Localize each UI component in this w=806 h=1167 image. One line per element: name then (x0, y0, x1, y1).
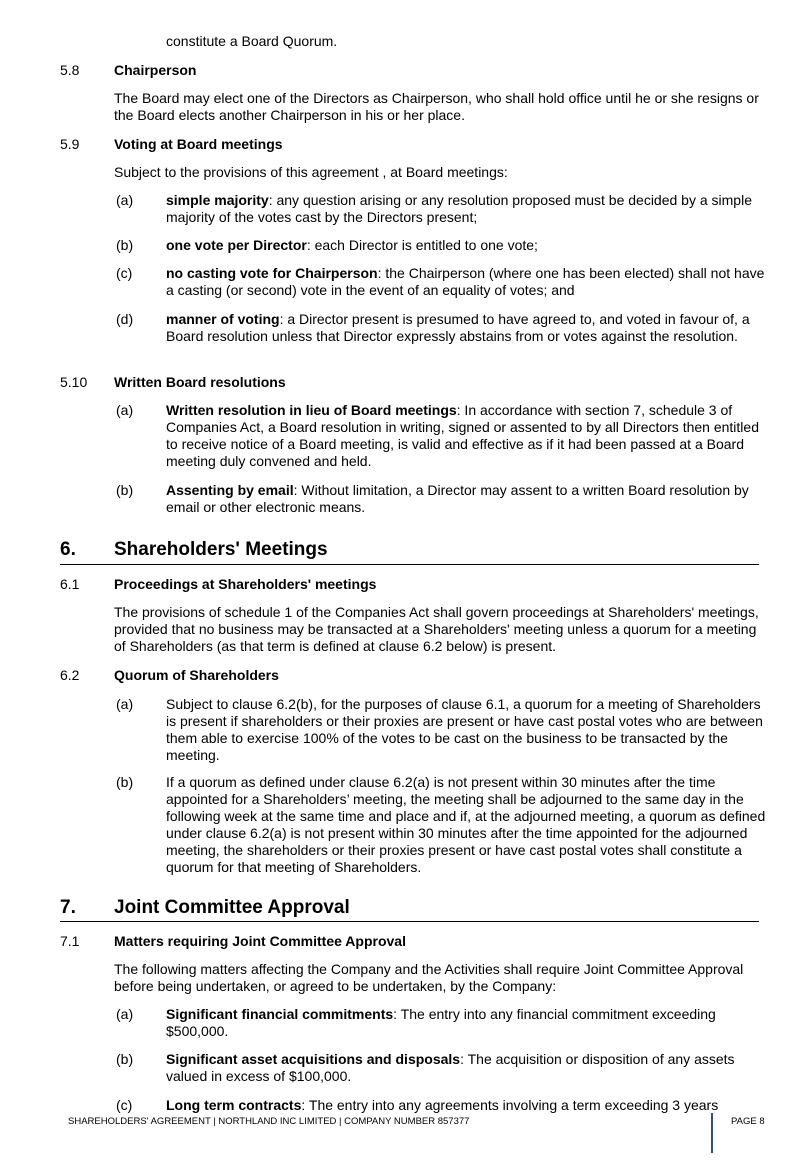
item-text: Subject to clause 6.2(b), for the purposes of clause 6.1, a quorum for a meeting of Shareholders is present if shareholders or their proxies are present or have cast postal votes who are between them able to exercise 100% of the votes to be cast on the business to be transacted by the meeting. (166, 696, 763, 763)
item-body: : In accordance with section 7, schedule 3 of Companies Act, a Board resolution in writing, signed or assented to by all Directors then entitled to receive notice of a Board meeting, is valid and effective as if it had been passed at a Board meeting duly convened and held. (166, 402, 759, 469)
item-body: : The entry into any agreements involving a term exceeding 3 years (301, 1097, 719, 1113)
item-label: (b) (116, 774, 134, 790)
item-body: : each Director is entitled to one vote; (306, 237, 538, 253)
item-label: (c) (116, 1097, 133, 1113)
section-divider (60, 564, 759, 565)
item-text (166, 402, 766, 470)
section-heading-7: Joint Committee Approval (114, 897, 350, 918)
clause-text-5-8: The Board may elect one of the Directors as Chairperson, who shall hold office until he or she resigns or the Board elects another Chairperson in his or her place. (114, 90, 759, 123)
clause-number-5-10: 5.10 (60, 374, 88, 390)
clause-heading-7-1: Matters requiring Joint Committee Approval (114, 933, 406, 949)
item-text (166, 237, 766, 254)
item-term: manner of voting (166, 311, 280, 327)
section-divider (60, 921, 759, 922)
item-label: (a) (116, 192, 134, 208)
clause-intro-7-1: The following matters affecting the Company and the Activities shall require Joint Committee Approval before being undertaken, or agreed to be undertaken, by the Company: (114, 961, 744, 994)
clause-intro-5-9: Subject to the provisions of this agreement , at Board meetings: (114, 164, 508, 180)
item-label: (a) (116, 402, 134, 418)
section-number-6: 6. (60, 539, 76, 560)
clause-text-6-1: The provisions of schedule 1 of the Companies Act shall govern proceedings at Shareholders' meetings, provided that no business may be transacted at a Shareholders' meeting unless a quorum for a meeting of Shareholders (as that term is defined at clause 6.2 below) is present. (114, 604, 759, 654)
item-label: (b) (116, 1051, 134, 1067)
clause-number-7-1: 7.1 (60, 933, 80, 949)
item-text (166, 192, 766, 226)
item-term: Significant asset acquisitions and disposals (166, 1051, 461, 1067)
item-body: : a Director present is presumed to have agreed to, and voted in favour of, a Board resolution unless that Director expressly abstains from or votes against the resolution. (166, 311, 750, 344)
item-label: (a) (116, 696, 134, 712)
item-term: one vote per Director (166, 237, 307, 253)
item-term: Assenting by email (166, 482, 294, 498)
item-text (166, 265, 766, 299)
item-body: : The acquisition or disposition of any assets valued in excess of $100,000. (166, 1051, 735, 1084)
footer-divider (711, 1113, 713, 1153)
item-text: If a quorum as defined under clause 6.2(a) is not present within 30 minutes after the time appointed for a Shareholders’ meeting, the meeting shall be adjourned to the same day in the following week at the same time and place and if, at the adjourned meeting, a quorum as defined under clause 6.2(a) is not present within 30 minutes after the time appointed for the adjourned meeting, the shareholders or their proxies present or have cast postal votes shall constitute a quorum for that meeting of Shareholders. (166, 774, 766, 875)
item-label: (c) (116, 265, 133, 281)
item-term: simple majority (166, 192, 269, 208)
item-term: no casting vote for Chairperson (166, 265, 378, 281)
item-text (166, 482, 766, 516)
clause-heading-5-8: Chairperson (114, 62, 197, 78)
item-body: : The entry into any financial commitment exceeding $500,000. (166, 1006, 716, 1039)
item-label: (b) (116, 482, 134, 498)
item-term: Written resolution in lieu of Board meetings (166, 402, 457, 418)
item-body: : any question arising or any resolution proposed must be decided by a simple majority of the votes cast by the Directors present; (166, 192, 752, 225)
item-label: (d) (116, 311, 134, 327)
clause-heading-6-1: Proceedings at Shareholders' meetings (114, 576, 377, 592)
item-text (166, 1051, 766, 1085)
continued-text: constitute a Board Quorum. (166, 33, 338, 49)
clause-number-6-2: 6.2 (60, 667, 80, 683)
clause-heading-5-10: Written Board resolutions (114, 374, 286, 390)
section-heading-6: Shareholders' Meetings (114, 539, 328, 560)
item-term: Long term contracts (166, 1097, 302, 1113)
item-term: Significant financial commitments (166, 1006, 394, 1022)
clause-number-6-1: 6.1 (60, 576, 80, 592)
item-text (166, 1097, 776, 1114)
clause-heading-5-9: Voting at Board meetings (114, 136, 283, 152)
clause-heading-6-2: Quorum of Shareholders (114, 667, 279, 683)
item-text (166, 1006, 766, 1040)
item-text (166, 311, 766, 345)
item-label: (a) (116, 1006, 134, 1022)
item-label: (b) (116, 237, 134, 253)
item-body: : Without limitation, a Director may assent to a written Board resolution by email or other electronic means. (166, 482, 749, 515)
section-number-7: 7. (60, 897, 76, 918)
clause-number-5-9: 5.9 (60, 136, 80, 152)
footer-document-info: SHAREHOLDERS' AGREEMENT | NORTHLAND INC LIMITED | COMPANY NUMBER 857377 (68, 1116, 470, 1127)
clause-number-5-8: 5.8 (60, 62, 80, 78)
item-body: : the Chairperson (where one has been elected) shall not have a casting (or second) vote in the event of an equality of votes; and (166, 265, 765, 298)
page-number: PAGE 8 (731, 1116, 765, 1127)
